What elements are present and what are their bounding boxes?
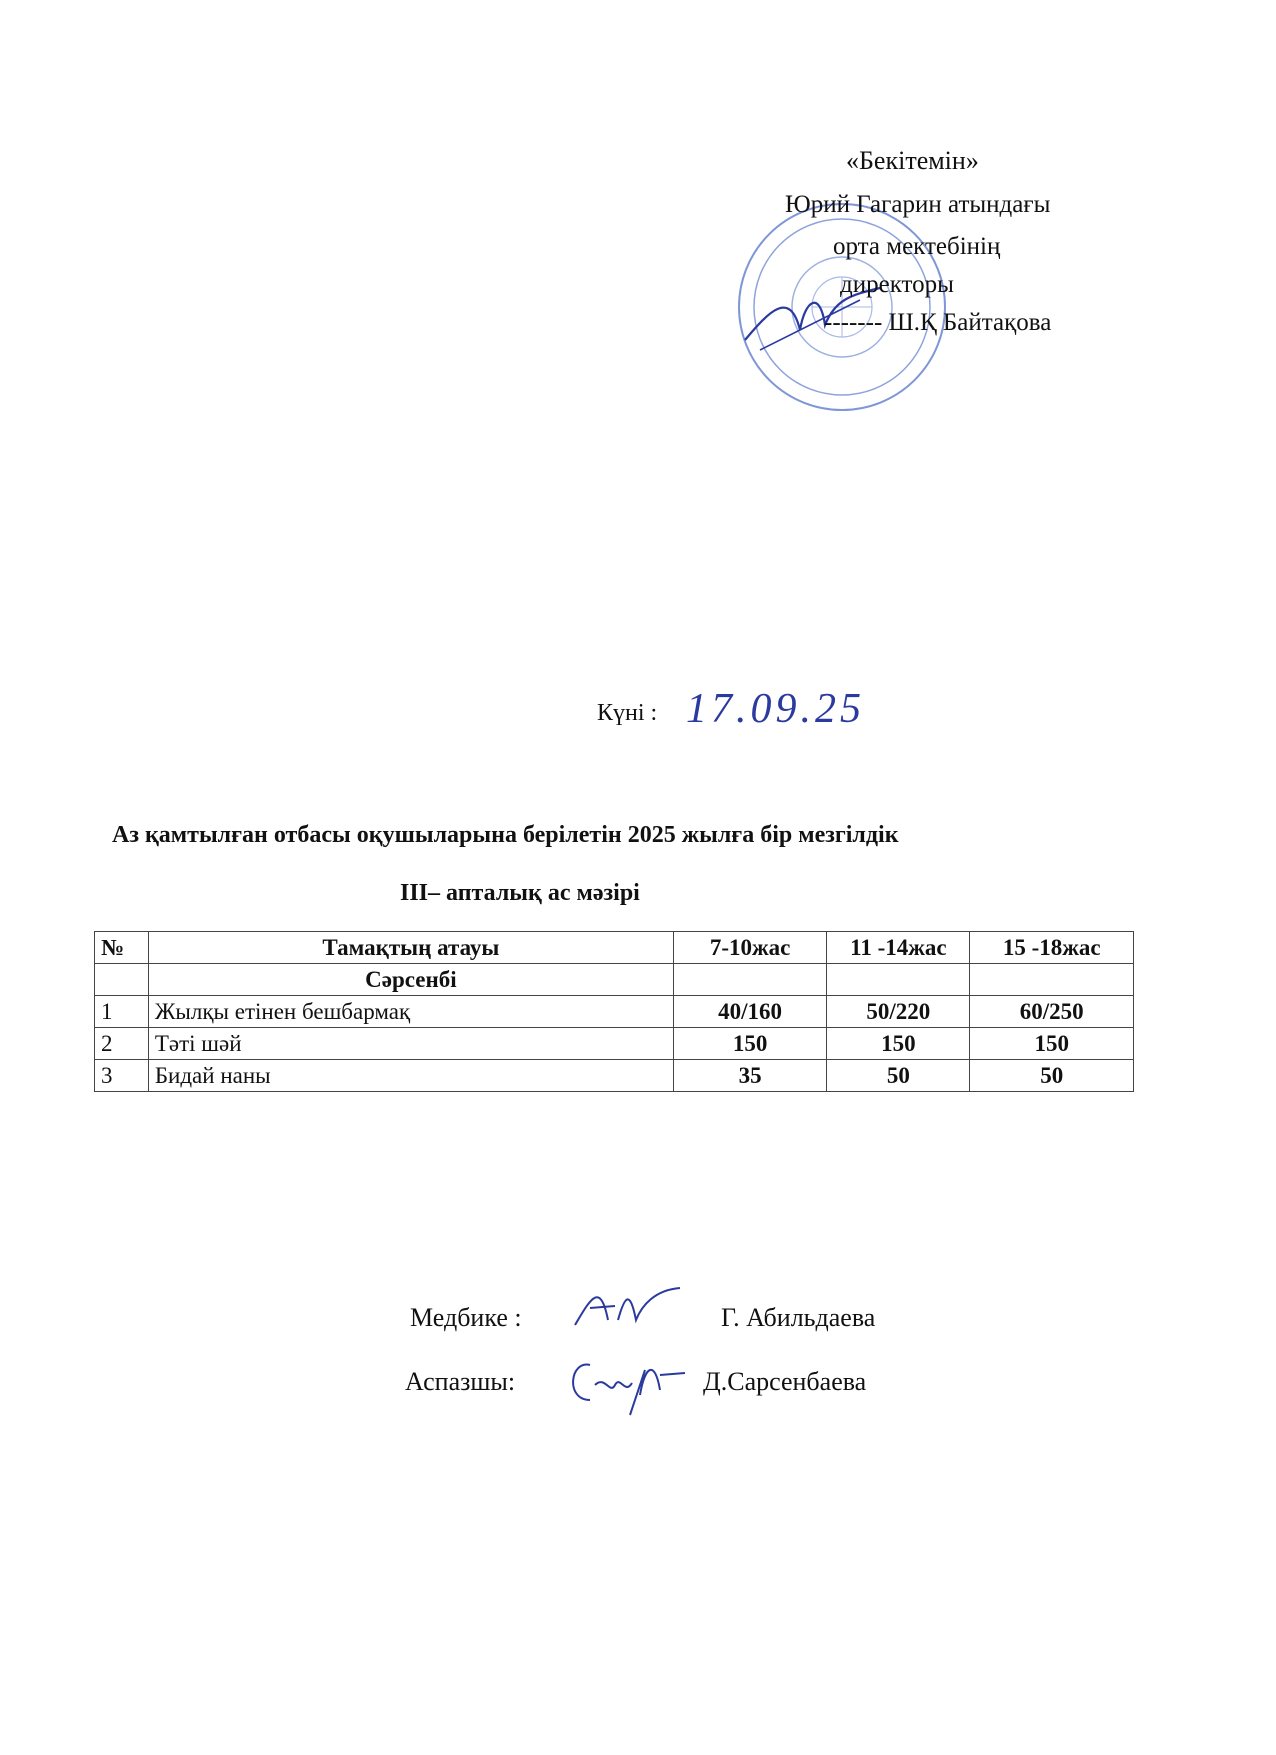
- row-portion-7-10: 150: [673, 1028, 826, 1060]
- medic-label: Медбике :: [410, 1303, 522, 1332]
- row-dish-name: Тәті шәй: [148, 1028, 673, 1060]
- row-portion-7-10: 40/160: [673, 996, 826, 1028]
- header-age-7-10: 7-10жас: [673, 932, 826, 964]
- row-portion-11-14: 50: [827, 1060, 970, 1092]
- medic-signature: [570, 1270, 690, 1340]
- approval-title: «Бекітемін»: [846, 146, 979, 175]
- header-age-15-18: 15 -18жас: [970, 932, 1134, 964]
- menu-table: [94, 931, 1134, 1092]
- header-dish-name: Тамақтың атауы: [148, 932, 673, 964]
- medic-name: Г. Абильдаева: [721, 1303, 876, 1332]
- date-value: 17.09.25: [686, 686, 865, 732]
- day-label: Сәрсенбі: [148, 964, 673, 996]
- row-number: 1: [95, 996, 149, 1028]
- approval-line-school: Юрий Гагарин атындағы: [785, 191, 1051, 218]
- date-label: Күні :: [597, 700, 658, 726]
- approval-line-position: директоры: [840, 271, 954, 298]
- approval-line-school-type: орта мектебінің: [833, 233, 1001, 260]
- table-header-row: [95, 932, 1134, 964]
- cook-signature: [560, 1345, 690, 1420]
- document-subheading: ІІІ– апталық ас мәзірі: [400, 880, 640, 906]
- cook-name: Д.Сарсенбаева: [703, 1367, 867, 1396]
- row-portion-7-10: 35: [673, 1060, 826, 1092]
- row-portion-15-18: 60/250: [970, 996, 1134, 1028]
- row-dish-name: Бидай наны: [148, 1060, 673, 1092]
- table-row: [95, 1060, 1134, 1092]
- table-day-row: [95, 964, 1134, 996]
- row-portion-15-18: 150: [970, 1028, 1134, 1060]
- row-number: 3: [95, 1060, 149, 1092]
- document-heading: Аз қамтылған отбасы оқушыларына берілетін 2025 жылға бір мезгілдік: [112, 822, 899, 848]
- row-portion-11-14: 50/220: [827, 996, 970, 1028]
- header-number: №: [95, 932, 149, 964]
- row-number: 2: [95, 1028, 149, 1060]
- approval-line-director-name: ------- Ш.Қ Байтақова: [824, 309, 1052, 336]
- table-row: [95, 996, 1134, 1028]
- table-row: [95, 1028, 1134, 1060]
- header-age-11-14: 11 -14жас: [827, 932, 970, 964]
- row-portion-15-18: 50: [970, 1060, 1134, 1092]
- row-dish-name: Жылқы етінен бешбармақ: [148, 996, 673, 1028]
- row-portion-11-14: 150: [827, 1028, 970, 1060]
- cook-label: Аспазшы:: [405, 1367, 516, 1396]
